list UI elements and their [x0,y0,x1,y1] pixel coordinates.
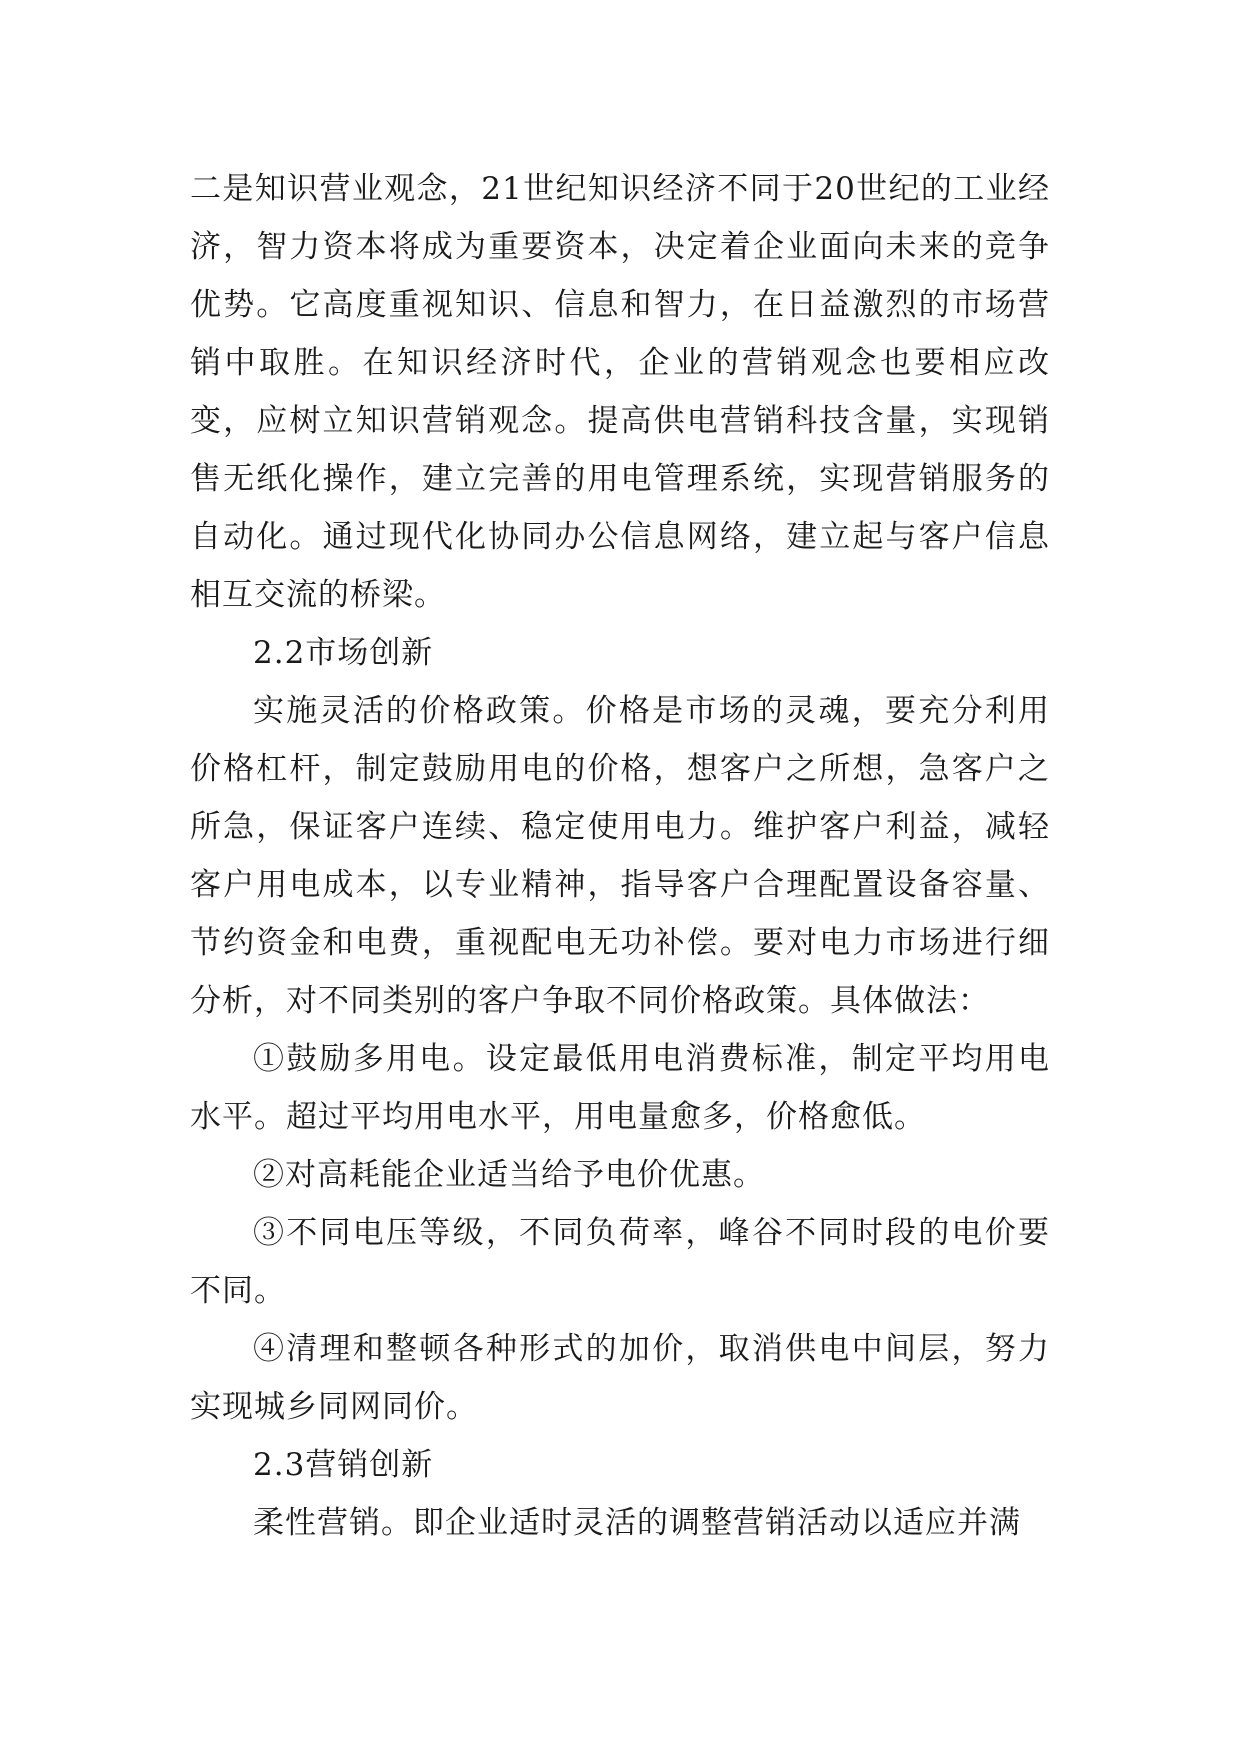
document-page [190,160,1050,1552]
paragraph-knowledge-marketing: 二是知识营业观念，21世纪知识经济不同于20世纪的工业经济，智力资本将成为重要资本，决定着企业面向未来的竞争优势。它高度重视知识、信息和智力，在日益激烈的市场营销中取胜。在知识经济时代，企业的营销观念也要相应改变，应树立知识营销观念。提高供电营销科技含量，实现销售无纸化操作，建立完善的用电管理系统，实现营销服务的自动化。通过现代化协同办公信息网络，建立起与客户信息相互交流的桥梁。 [190,171,1050,613]
paragraph-pricing-policy: 实施灵活的价格政策。价格是市场的灵魂，要充分利用价格杠杆，制定鼓励用电的价格，想客户之所想，急客户之所急，保证客户连续、稳定使用电力。维护客户利益，减轻客户用电成本，以专业精神，指导客户合理配置设备容量、节约资金和电费，重视配电无功补偿。要对电力市场进行细分析，对不同类别的客户争取不同价格政策。具体做法： [190,693,1050,1019]
list-item-encourage-usage: ①鼓励多用电。设定最低用电消费标准，制定平均用电水平。超过平均用电水平，用电量愈多，价格愈低。 [190,1041,1050,1135]
paragraph-flexible-marketing: 柔性营销。即企业适时灵活的调整营销活动以适应并满 [253,1505,1021,1541]
section-heading-marketing-innovation: 2.3营销创新 [253,1447,434,1483]
list-item-same-price: ④清理和整顿各种形式的加价，取消供电中间层，努力实现城乡同网同价。 [190,1331,1050,1425]
list-item-differentiated-pricing: ③不同电压等级，不同负荷率，峰谷不同时段的电价要不同。 [190,1215,1050,1309]
section-heading-market-innovation: 2.2市场创新 [253,635,434,671]
list-item-high-energy-discount: ②对高耗能企业适当给予电价优惠。 [253,1157,765,1193]
